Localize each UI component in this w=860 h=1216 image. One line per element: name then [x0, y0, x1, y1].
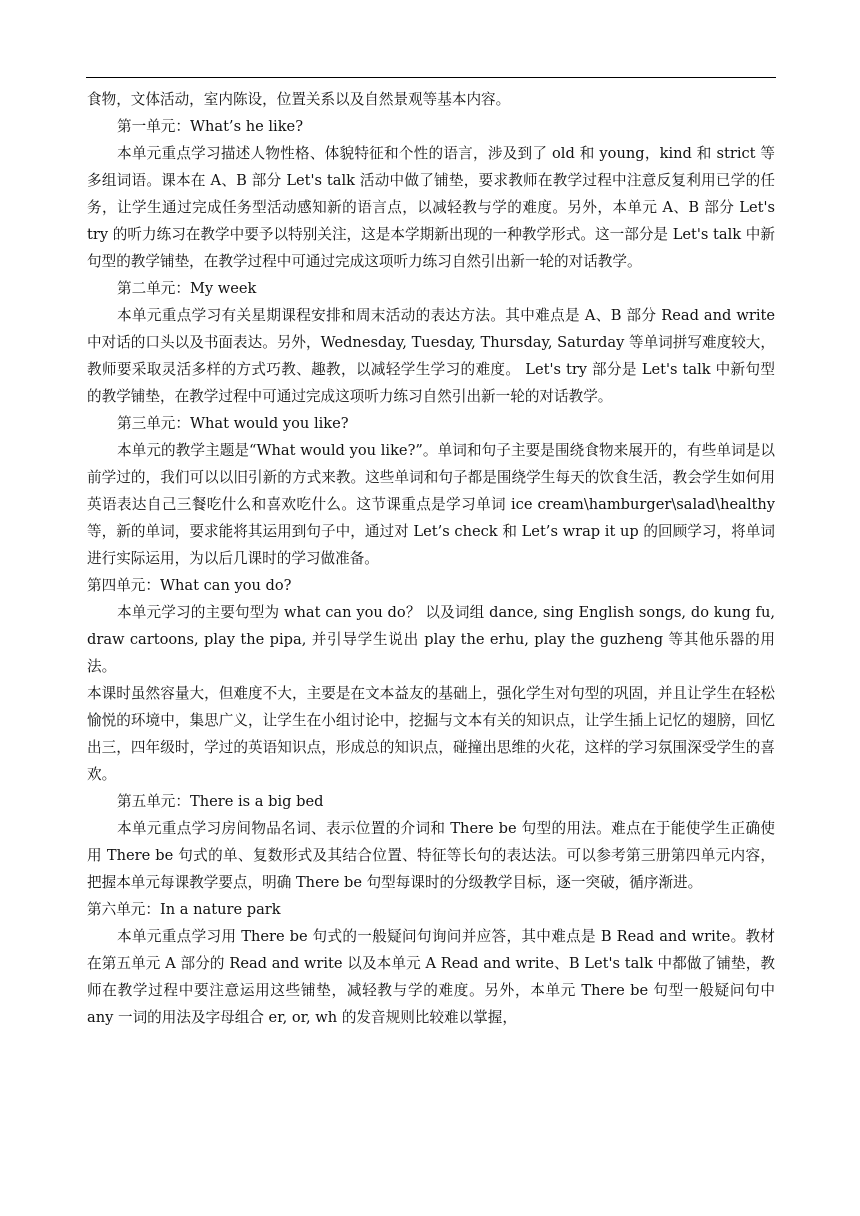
paragraph: 本单元学习的主要句型为 what can you do？ 以及词组 dance, sing English songs, do kung fu, draw cartoons, play the pipa, 并引导学生说出 play the erhu, play the guzheng 等其他乐器的用法。: [87, 604, 775, 675]
unit-heading: 第四单元：What can you do?: [87, 577, 292, 594]
paragraph: 本课时虽然容量大，但难度不大，主要是在文本益友的基础上，强化学生对句型的巩固，并且让学生在轻松愉悦的环境中，集思广义，让学生在小组讨论中，挖掘与文本有关的知识点，让学生插上记忆的翅膀，回忆出三，四年级时，学过的英语知识点，形成总的知识点，碰撞出思维的火花，这样的学习氛围深受学生的喜欢。: [87, 685, 775, 783]
unit-heading: 第六单元：In a nature park: [87, 901, 281, 918]
unit-heading: 第三单元：What would you like?: [117, 415, 349, 432]
paragraph: 本单元重点学习描述人物性格、体貌特征和个性的语言，涉及到了 old 和 young，kind 和 strict 等多组词语。课本在 A、B 部分 Let's talk 活动中做了铺垫，要求教师在教学过程中注意反复利用已学的任务，让学生通过完成任务型活动感知新的语言点，以减轻教与学的难度。另外，本单元 A、B 部分 Let's try 的听力练习在教学中要予以特别关注，这是本学期新出现的一种教学形式。这一部分是 Let's talk 中新句型的教学铺垫，在教学过程中可通过完成这项听力练习自然引出新一轮的对话教学。: [87, 145, 775, 270]
paragraph: 本单元的教学主题是“What would you like?”。单词和句子主要是围绕食物来展开的，有些单词是以前学过的，我们可以以旧引新的方式来教。这些单词和句子都是围绕学生每天的饮食生活，教会学生如何用英语表达自己三餐吃什么和喜欢吃什么。这节课重点是学习单词 ice cream\hamburger\salad\healthy 等，新的单词，要求能将其运用到句子中，通过对 Let’s check 和 Let’s wrap it up 的回顾学习，将单词进行实际运用，为以后几课时的学习做准备。: [87, 442, 775, 567]
header-rule: [86, 77, 776, 78]
unit-heading: 第五单元：There is a big bed: [117, 793, 324, 810]
paragraph: 本单元重点学习用 There be 句式的一般疑问句询问并应答，其中难点是 B Read and write。教材在第五单元 A 部分的 Read and write 以及本单元 A Read and write、B Let's talk 中都做了铺垫，教师在教学过程中要注意运用这些铺垫，减轻教与学的难度。另外，本单元 There be 句型一般疑问句中 any 一词的用法及字母组合 er, or, wh 的发音规则比较难以掌握，: [87, 928, 775, 1026]
paragraph: 食物，文体活动，室内陈设，位置关系以及自然景观等基本内容。: [87, 91, 511, 108]
paragraph: 本单元重点学习房间物品名词、表示位置的介词和 There be 句型的用法。难点在于能使学生正确使用 There be 句式的单、复数形式及其结合位置、特征等长句的表达法。可以参考第三册第四单元内容，把握本单元每课教学要点，明确 There be 句型每课时的分级教学目标，逐一突破，循序渐进。: [87, 820, 775, 891]
document-body: [87, 86, 775, 1031]
unit-heading: 第二单元：My week: [117, 280, 257, 297]
unit-heading: 第一单元：What’s he like?: [117, 118, 304, 135]
paragraph: 本单元重点学习有关星期课程安排和周末活动的表达方法。其中难点是 A、B 部分 Read and write 中对话的口头以及书面表达。另外，Wednesday, Tuesday, Thursday, Saturday 等单词拼写难度较大，教师要采取灵活多样的方式巧教、趣教，以减轻学生学习的难度。 Let's try 部分是 Let's talk 中新句型的教学铺垫，在教学过程中可通过完成这项听力练习自然引出新一轮的对话教学。: [87, 307, 775, 405]
